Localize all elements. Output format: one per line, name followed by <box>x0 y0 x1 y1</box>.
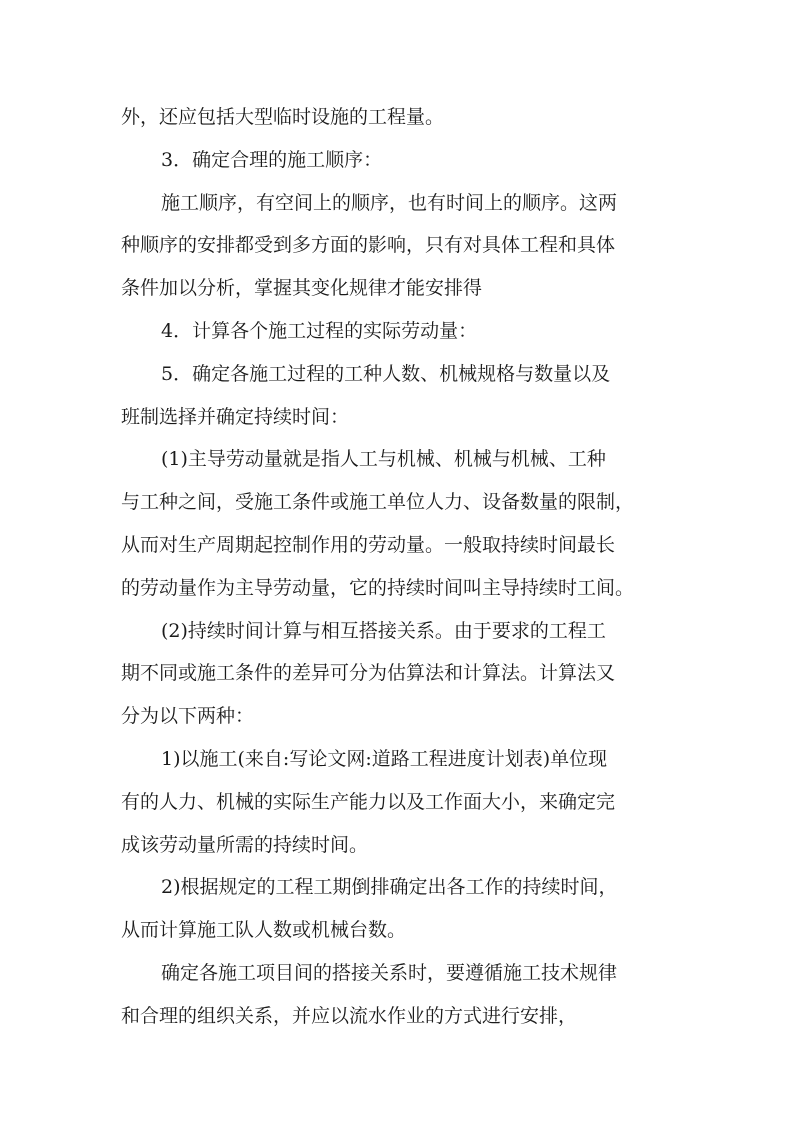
section-heading: 3．确定合理的施工顺序： <box>161 148 383 171</box>
document-body <box>121 96 681 1038</box>
text-line: 外，还应包括大型临时设施的工程量。 <box>121 106 445 128</box>
section-heading: 4．计算各个施工过程的实际劳动量： <box>161 319 478 342</box>
text-line: (1)主导劳动量就是指人工与机械、机械与机械、工种 <box>161 448 606 471</box>
text-line: 种顺序的安排都受到多方面的影响，只有对具体工程和具体 <box>121 234 616 257</box>
section-heading: 5．确定各施工过程的工种人数、机械规格与数量以及 <box>161 362 611 385</box>
text-line: 成该劳动量所需的持续时间。 <box>121 833 369 856</box>
text-line: 确定各施工项目间的搭接关系时，要遵循施工技术规律 <box>161 961 618 984</box>
text-line: 施工顺序，有空间上的顺序，也有时间上的顺序。这两 <box>161 191 618 214</box>
text-line: 条件加以分析，掌握其变化规律才能安排得 <box>121 277 483 300</box>
text-line: 从而计算施工队人数或机械台数。 <box>121 919 407 942</box>
text-line: 与工种之间，受施工条件或施工单位人力、设备数量的限制， <box>121 491 635 514</box>
text-line: 有的人力、机械的实际生产能力以及工作面大小，来确定完 <box>121 790 616 813</box>
text-line: 班制选择并确定持续时间： <box>121 405 350 428</box>
text-line: 分为以下两种： <box>121 705 255 728</box>
text-line: 的劳动量作为主导劳动量，它的持续时间叫主导持续时工间。 <box>121 576 635 599</box>
text-line: 从而对生产周期起控制作用的劳动量。一般取持续时间最长 <box>121 533 616 556</box>
text-line: 1)以施工(来自:写论文网:道路工程进度计划表)单位现 <box>161 747 608 770</box>
text-line: (2)持续时间计算与相互搭接关系。由于要求的工程工 <box>161 619 606 642</box>
text-line: 2)根据规定的工程工期倒排确定出各工作的持续时间， <box>161 876 618 899</box>
text-line: 和合理的组织关系，并应以流水作业的方式进行安排， <box>121 1004 578 1027</box>
text-line: 期不同或施工条件的差异可分为估算法和计算法。计算法又 <box>121 662 616 685</box>
